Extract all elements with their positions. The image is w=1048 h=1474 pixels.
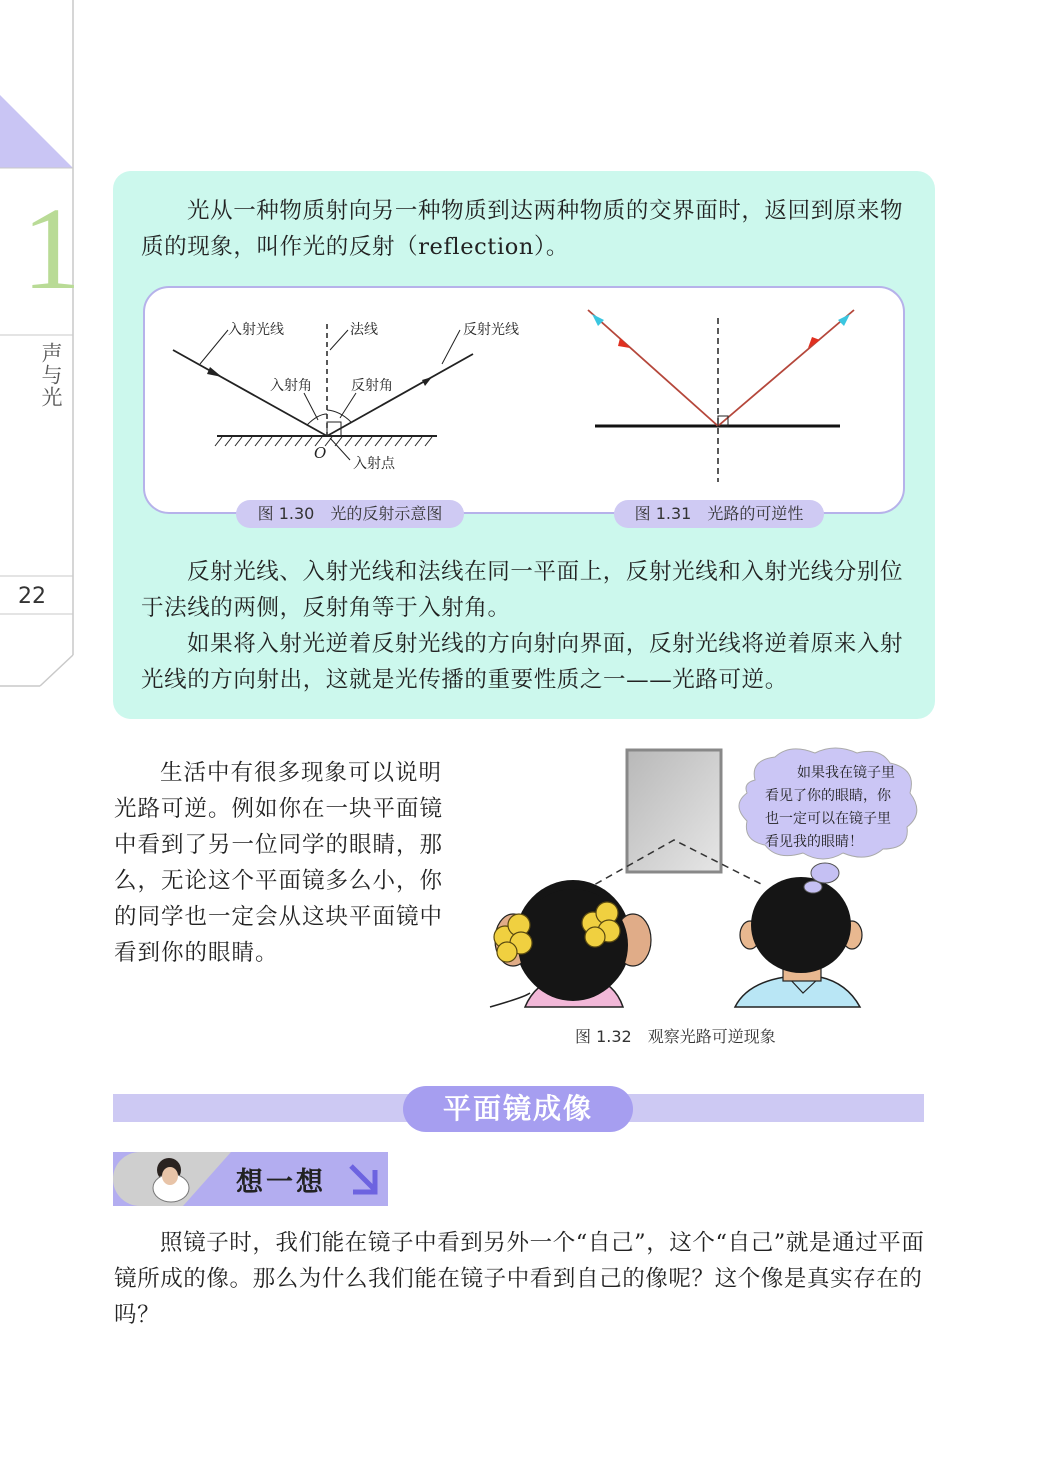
label-incident-ray: 入射光线 <box>228 322 284 338</box>
thought-line-1: 如果我在镜子里 <box>797 765 895 781</box>
figure-1-30-caption: 图 1.30 光的反射示意图 <box>236 500 464 528</box>
label-reflection-angle: 反射角 <box>351 378 393 394</box>
thought-line-3: 也一定可以在镜子里 <box>765 811 891 827</box>
think-label: 想一想 <box>236 1167 326 1198</box>
mirror <box>627 750 721 872</box>
label-incident-angle: 入射角 <box>270 378 312 394</box>
thought-line-4: 看见我的眼睛！ <box>765 834 863 850</box>
figure-1-31-caption: 图 1.31 光路的可逆性 <box>614 500 824 528</box>
label-reflected-ray: 反射光线 <box>463 322 519 338</box>
figure-1-32-caption: 图 1.32 观察光路可逆现象 <box>575 1027 776 1046</box>
reflection-law-paragraph: 反射光线、入射光线和法线在同一平面上，反射光线和入射光线分别位于法线的两侧，反射角等于入射角。 <box>141 559 904 621</box>
chapter-number: 1 <box>22 183 81 314</box>
thought-line-2: 看见了你的眼睛，你 <box>765 788 891 804</box>
mirror-scene-illustration <box>485 745 940 1020</box>
page-number: 22 <box>18 584 46 609</box>
label-normal: 法线 <box>350 322 378 338</box>
reversibility-diagram <box>580 300 860 485</box>
reflection-law-text <box>141 554 911 698</box>
think-question-text <box>114 1225 936 1333</box>
label-point-o: O <box>314 444 327 462</box>
reversibility-paragraph: 如果将入射光逆着反射光线的方向射向界面，反射光线将逆着原来入射光线的方向射出，这就是光传播的重要性质之一——光路可逆。 <box>141 631 904 693</box>
think-question-paragraph: 照镜子时，我们能在镜子中看到另外一个“自己”，这个“自己”就是通过平面镜所成的像。那么为什么我们能在镜子中看到自己的像呢？这个像是真实存在的吗？ <box>114 1230 925 1328</box>
reflection-definition: 光从一种物质射向另一种物质到达两种物质的交界面时，返回到原来物质的现象，叫作光的反射（reflection）。 <box>141 198 904 260</box>
life-example-text <box>114 755 459 971</box>
definition-text-block <box>141 193 911 265</box>
reflection-diagram <box>160 310 545 480</box>
life-example-paragraph: 生活中有很多现象可以说明光路可逆。例如你在一块平面镜中看到了另一位同学的眼睛，那么，无论这个平面镜多么小，你的同学也一定会从这块平面镜中看到你的眼睛。 <box>114 760 444 966</box>
chapter-title: 声与光 <box>39 342 63 408</box>
boy-figure <box>735 863 862 1007</box>
girl-figure <box>490 880 651 1007</box>
label-incident-point: 入射点 <box>353 456 395 472</box>
section-title: 平面镜成像 <box>403 1086 633 1132</box>
